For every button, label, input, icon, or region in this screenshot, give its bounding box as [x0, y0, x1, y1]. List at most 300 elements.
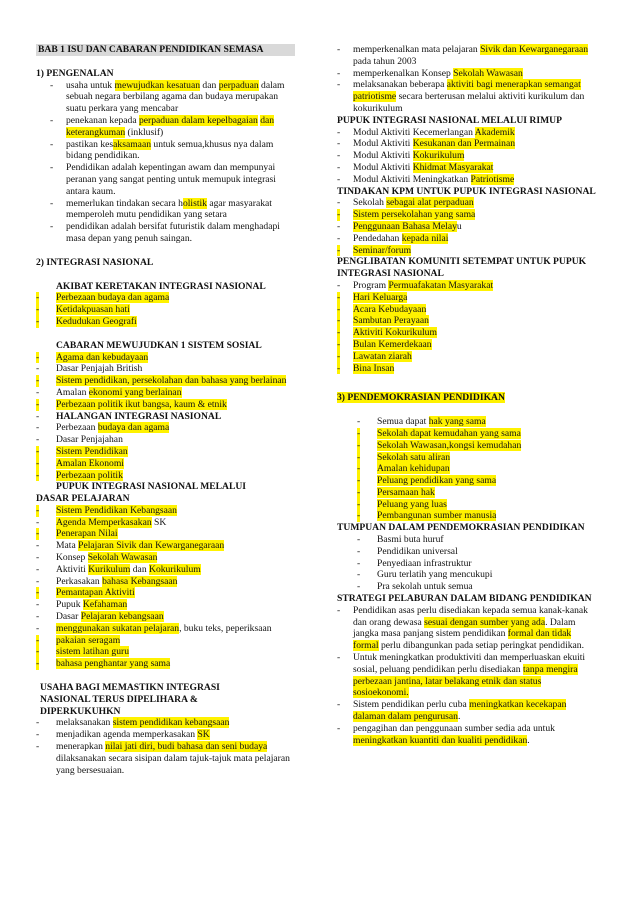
list-item — [337, 68, 599, 80]
list-item — [337, 652, 599, 699]
dash-bullet-icon: - — [337, 315, 341, 327]
dash-bullet-icon: - — [36, 729, 40, 741]
dash-bullet-icon: - — [337, 161, 341, 173]
list-item — [337, 581, 599, 593]
highlighted-text: ekonomi yang berlainan — [88, 386, 182, 398]
section-heading-text: AKIBAT KERETAKAN INTEGRASI NASIONAL — [56, 280, 266, 292]
dash-bullet-icon: - — [36, 457, 40, 469]
dash-bullet-icon: - — [357, 557, 361, 569]
dash-bullet-icon: - — [36, 587, 40, 599]
list-item — [36, 564, 296, 576]
highlighted-text: sistem latihan guru — [56, 646, 130, 658]
dash-bullet-icon: - — [357, 534, 361, 546]
highlighted-text: meningkatkan kecekapan dalaman dalam pengurusan — [353, 699, 567, 723]
section-heading — [337, 522, 599, 534]
dash-bullet-icon: - — [337, 291, 341, 303]
section-heading — [36, 68, 296, 80]
list-item — [337, 428, 599, 440]
item-text: Penyediaan infrastruktur — [377, 557, 472, 569]
section-heading — [337, 256, 599, 280]
item-text: Sistem pendidikan perlu cuba — [353, 699, 470, 711]
dash-bullet-icon: - — [36, 622, 40, 634]
highlighted-text: aktiviti bagi menerapkan semangat patriotisme — [353, 79, 581, 103]
list-item — [36, 458, 296, 470]
list-item — [36, 540, 296, 552]
list-item — [36, 422, 296, 434]
dash-bullet-icon: - — [36, 315, 40, 327]
list-item — [337, 327, 599, 339]
list-item — [36, 552, 296, 564]
left-column — [36, 44, 296, 776]
spacer — [36, 269, 296, 281]
item-text: dilaksanakan secara sisipan dalam tajuk-tajuk mata pelajaran yang bersesuaian. — [56, 752, 290, 776]
list-item — [36, 387, 296, 399]
highlighted-text: Kurikulum — [88, 563, 131, 575]
list-item — [337, 546, 599, 558]
item-text: untuk semua,khusus nya dalam bidang pendidikan. — [66, 138, 274, 162]
item-text: memerlukan tindakan secara h — [66, 197, 183, 209]
highlighted-text: Sivik dan Kewarganegaraan — [480, 44, 589, 55]
highlighted-text: Bina Insan — [353, 362, 395, 374]
highlighted-text: Akademik — [474, 126, 515, 138]
highlighted-text: Perbezaan politik ikut bangsa, kaum & etnik — [56, 398, 227, 410]
item-text: SK — [151, 516, 167, 528]
list-item — [337, 416, 599, 428]
dash-bullet-icon: - — [357, 510, 361, 522]
list-item — [337, 280, 599, 292]
list-item — [337, 292, 599, 304]
item-text: memperkenalkan mata pelajaran — [353, 44, 481, 55]
highlighted-text: Sambutan Perayaan — [353, 315, 429, 327]
item-text: Guru terlatih yang mencukupi — [377, 569, 493, 581]
dash-bullet-icon: - — [50, 138, 54, 150]
highlighted-text: menggunakan sukatan pelajaran — [56, 622, 180, 634]
item-text: Dasar Penjajahan — [56, 434, 123, 446]
section-heading — [36, 411, 296, 423]
dash-bullet-icon: - — [337, 209, 341, 221]
section-heading-text: PUPUK INTEGRASI NASIONAL MELALUI — [56, 481, 247, 493]
item-text: Dasar — [56, 611, 81, 623]
list-item — [337, 339, 599, 351]
dash-bullet-icon: - — [357, 581, 361, 593]
item-text: . — [527, 734, 530, 746]
list-item — [36, 139, 296, 163]
list-item — [36, 434, 296, 446]
item-text: dan — [130, 563, 150, 575]
dash-bullet-icon: - — [36, 351, 40, 363]
highlighted-text: kepada nilai — [401, 232, 449, 244]
dash-bullet-icon: - — [337, 350, 341, 362]
item-text: Perbezaan — [56, 422, 98, 434]
highlighted-text: nilai jati diri, budi bahasa dan seni budaya — [105, 741, 268, 753]
list-item — [337, 150, 599, 162]
section-heading-text: NASIONAL TERUS DIPELIHARA & — [40, 693, 198, 705]
list-item — [337, 605, 599, 652]
list-item — [337, 699, 599, 723]
highlighted-text: dan keterangkuman — [66, 114, 275, 138]
item-text: Pendidikan asas perlu disediakan kepada semua kanak-kanak dan orang dewasa — [353, 604, 588, 628]
highlighted-text: Lawatan ziarah — [353, 350, 412, 362]
highlighted-text: Ketidakpuasan hati — [56, 304, 130, 316]
list-item — [337, 127, 599, 139]
dash-bullet-icon: - — [36, 599, 40, 611]
dash-bullet-icon: - — [36, 422, 40, 434]
list-item — [36, 646, 296, 658]
dash-bullet-icon: - — [337, 338, 341, 350]
dash-bullet-icon: - — [357, 486, 361, 498]
section-heading-text: DASAR PELAJARAN — [36, 493, 130, 505]
item-text: secara berterusan melalui aktiviti kurikulum dan kokurikulum — [353, 91, 585, 114]
dash-bullet-icon: - — [337, 604, 341, 616]
item-text: Modul Aktiviti — [353, 150, 413, 162]
highlighted-text: Kesukanan dan Permainan — [412, 138, 516, 150]
highlighted-text: Peluang yang luas — [377, 498, 447, 510]
list-item — [337, 499, 599, 511]
item-text: Modul Aktiviti Kecemerlangan — [353, 126, 475, 138]
dash-bullet-icon: - — [36, 386, 40, 398]
dash-bullet-icon: - — [357, 463, 361, 475]
dash-bullet-icon: - — [357, 498, 361, 510]
section-heading — [337, 186, 599, 198]
section-heading-text: STRATEGI PELABURAN DALAM BIDANG PENDIDIKAN — [337, 593, 592, 605]
highlighted-text: Hari Keluarga — [353, 291, 408, 303]
dash-bullet-icon: - — [357, 475, 361, 487]
list-item — [36, 741, 296, 776]
dash-bullet-icon: - — [357, 439, 361, 451]
list-item — [337, 315, 599, 327]
list-item — [337, 452, 599, 464]
item-text: Semua dapat — [377, 416, 429, 428]
right-column — [337, 44, 599, 746]
dash-bullet-icon: - — [337, 279, 341, 291]
highlighted-text: Kedudukan Geografi — [56, 315, 137, 327]
list-item — [36, 304, 296, 316]
list-item — [337, 138, 599, 150]
highlighted-text: Peluang pendidikan yang sama — [377, 475, 497, 487]
spacer — [36, 56, 296, 68]
dash-bullet-icon: - — [357, 427, 361, 439]
dash-bullet-icon: - — [50, 162, 54, 174]
section-heading-text: TUMPUAN DALAM PENDEMOKRASIAN PENDIDIKAN — [337, 522, 585, 534]
item-text: Basmi buta huruf — [377, 534, 444, 546]
highlighted-text: Pelajaran Sivik dan Kewarganegaraan — [78, 540, 225, 552]
list-item — [36, 470, 296, 482]
highlighted-text: sistem pendidikan kebangsaan — [112, 717, 230, 729]
highlighted-text: Kokurikulum — [412, 150, 465, 162]
dash-bullet-icon: - — [36, 528, 40, 540]
dash-bullet-icon: - — [36, 292, 40, 304]
item-text: Amalan — [56, 386, 89, 398]
item-text: melaksanakan beberapa — [353, 79, 447, 91]
highlighted-text: Amalan kehidupan — [377, 463, 450, 475]
dash-bullet-icon: - — [36, 611, 40, 623]
dash-bullet-icon: - — [36, 717, 40, 729]
item-text: perlu dibangunkan pada setiap peringkat pendidikan. — [378, 640, 584, 652]
item-text: usaha untuk — [66, 79, 115, 91]
item-text: menjadikan agenda memperkasakan — [56, 729, 198, 741]
dash-bullet-icon: - — [36, 634, 40, 646]
list-item — [337, 475, 599, 487]
list-item — [337, 174, 599, 186]
highlighted-text: Penggunaan Bahasa Melay — [353, 220, 457, 232]
section-heading — [36, 493, 296, 505]
list-item — [36, 446, 296, 458]
section-heading-text: PUPUK INTEGRASI NASIONAL MELALUI RIMUP — [337, 114, 562, 126]
section-heading — [36, 281, 296, 293]
item-text: pada tahun 2003 — [353, 55, 417, 67]
dash-bullet-icon: - — [36, 398, 40, 410]
dash-bullet-icon: - — [357, 416, 361, 428]
highlighted-text: perpaduan dalam kepelbagaian — [138, 114, 258, 126]
highlighted-text: Pelajaran kebangsaan — [80, 611, 164, 623]
list-item — [36, 399, 296, 411]
highlighted-text: Sekolah Wawasan — [87, 552, 158, 564]
list-item — [36, 375, 296, 387]
spacer — [36, 245, 296, 257]
dash-bullet-icon: - — [36, 469, 40, 481]
dash-bullet-icon: - — [50, 79, 54, 91]
item-text: Sekolah — [353, 197, 387, 209]
highlighted-text: bahasa penghantar yang sama — [56, 658, 171, 670]
list-item — [337, 363, 599, 375]
list-item — [337, 723, 599, 747]
dash-bullet-icon: - — [337, 138, 341, 150]
list-item — [337, 534, 599, 546]
list-item — [36, 292, 296, 304]
dash-bullet-icon: - — [337, 126, 341, 138]
section-heading — [36, 682, 296, 694]
dash-bullet-icon: - — [337, 220, 341, 232]
section-heading — [36, 481, 296, 493]
spacer — [36, 328, 296, 340]
list-item — [337, 245, 599, 257]
dash-bullet-icon: - — [36, 445, 40, 457]
list-item — [337, 162, 599, 174]
highlighted-text: Bulan Kemerdekaan — [353, 338, 432, 350]
list-item — [337, 558, 599, 570]
highlighted-text: bahasa Kebangsaan — [102, 575, 178, 587]
dash-bullet-icon: - — [337, 173, 341, 185]
highlighted-text: pakaian seragam — [56, 634, 121, 646]
list-item — [36, 80, 296, 115]
highlighted-text: perpaduan — [218, 79, 259, 91]
spacer — [337, 404, 599, 416]
dash-bullet-icon: - — [337, 652, 341, 664]
highlighted-text: Khidmat Masyarakat — [412, 161, 494, 173]
list-item — [36, 505, 296, 517]
list-item — [36, 115, 296, 139]
highlighted-text: Sekolah dapat kemudahan yang sama — [377, 427, 521, 439]
highlighted-text: Sistem Pendidikan Kebangsaan — [56, 504, 177, 516]
list-item — [36, 198, 296, 222]
item-text: Modul Aktiviti Meningkatkan — [353, 173, 471, 185]
dash-bullet-icon: - — [50, 221, 54, 233]
section-heading — [36, 340, 296, 352]
item-text: Program — [353, 279, 389, 291]
spacer — [337, 374, 599, 386]
section-heading — [337, 593, 599, 605]
item-text: Pendedahan — [353, 232, 402, 244]
highlighted-text: Pembangunan sumber manusia — [377, 510, 497, 522]
list-item — [36, 352, 296, 364]
highlighted-text: sesuai dengan sumber yang ada — [424, 616, 546, 628]
dash-bullet-icon: - — [36, 375, 40, 387]
highlighted-text: Permuafakatan Masyarakat — [388, 279, 494, 291]
list-item — [337, 569, 599, 581]
item-text: Aktiviti — [56, 563, 89, 575]
item-text: Modul Aktiviti — [353, 138, 413, 150]
highlighted-text: olistik — [182, 197, 207, 209]
dash-bullet-icon: - — [36, 741, 40, 753]
section-heading-text: HALANGAN INTEGRASI NASIONAL — [56, 410, 222, 422]
item-text: Perkasakan — [56, 575, 103, 587]
highlighted-text: Sistem Pendidikan — [56, 445, 128, 457]
item-text: . Dalam jangka masa panjang sistem pendidikan — [353, 616, 576, 640]
list-item — [36, 623, 296, 635]
item-text: Pra sekolah untuk semua — [377, 581, 473, 593]
item-text: . — [457, 711, 461, 723]
item-text: dalam sebuah negara berbilang agama dan budaya merupakan suatu perkara yang mencabar — [66, 79, 285, 115]
item-text: pendidikan adalah bersifat futuristik dalam menghadapi masa depan yang penuh saingan. — [66, 221, 280, 244]
section-heading-text: USAHA BAGI MEMASTIKN INTEGRASI — [40, 682, 220, 694]
section-heading — [337, 392, 599, 404]
item-text: Pupuk — [56, 599, 83, 611]
section-heading-text: DIPERKUKUHKN — [40, 705, 121, 717]
dash-bullet-icon: - — [36, 552, 40, 564]
highlighted-text: Sekolah satu aliran — [377, 451, 450, 463]
list-item — [36, 599, 296, 611]
dash-bullet-icon: - — [337, 67, 341, 79]
list-item — [36, 162, 296, 197]
dash-bullet-icon: - — [36, 363, 40, 375]
list-item — [36, 635, 296, 647]
list-item — [36, 611, 296, 623]
section-heading-text: CABARAN MEWUJUDKAN 1 SISTEM SOSIAL — [56, 339, 262, 351]
section-heading — [337, 115, 599, 127]
list-item — [337, 463, 599, 475]
list-item — [36, 528, 296, 540]
highlighted-text: Pemantapan Aktiviti — [56, 587, 135, 599]
highlighted-text: mewujudkan kesatuan — [114, 79, 201, 91]
highlighted-text: Acara Kebudayaan — [353, 303, 427, 315]
item-text: Pendidikan universal — [377, 545, 458, 557]
highlighted-text: Sekolah Wawasan — [453, 67, 523, 79]
item-text: (inklusif) — [125, 126, 164, 138]
highlighted-text: Perbezaan budaya dan agama — [56, 292, 170, 304]
dash-bullet-icon: - — [36, 504, 40, 516]
highlighted-text: Kefahaman — [82, 599, 128, 611]
list-item — [36, 658, 296, 670]
dash-bullet-icon: - — [36, 658, 40, 670]
list-item — [337, 79, 599, 114]
dash-bullet-icon: - — [337, 44, 341, 55]
list-item — [337, 351, 599, 363]
list-item — [337, 510, 599, 522]
section-heading — [36, 706, 296, 718]
item-text: Konsep — [56, 552, 88, 564]
list-item — [337, 304, 599, 316]
item-text: Modul Aktiviti — [353, 161, 413, 173]
item-text: u — [456, 220, 462, 232]
dash-bullet-icon: - — [50, 114, 54, 126]
chapter-title: BAB 1 ISU DAN CABARAN PENDIDIKAN SEMASA — [36, 44, 295, 56]
highlighted-text: Kokurikulum — [149, 563, 201, 575]
item-text: pastikan kes — [66, 138, 114, 150]
dash-bullet-icon: - — [337, 79, 341, 91]
dash-bullet-icon: - — [36, 516, 40, 528]
highlighted-text: Sistem persekolahan yang sama — [353, 209, 476, 221]
highlighted-text: Penerapan Nilai — [56, 528, 118, 540]
item-text: agar masyarakat memperoleh mutu pendidikan yang setara — [66, 197, 272, 221]
item-text: pengagihan dan penggunaan sumber sedia ada untuk — [353, 722, 555, 734]
item-text: Pendidikan adalah kepentingan awam dan mempunyai peranan yang sangat penting untuk memupuk integrasi antara kaum. — [66, 162, 276, 197]
dash-bullet-icon: - — [357, 451, 361, 463]
highlighted-text: Perbezaan politik — [56, 469, 123, 481]
dash-bullet-icon: - — [36, 304, 40, 316]
highlighted-text: Sekolah Wawasan,kongsi kemudahan — [377, 439, 522, 451]
item-text: menerapkan — [56, 741, 106, 753]
dash-bullet-icon: - — [337, 699, 341, 711]
dash-bullet-icon: - — [337, 244, 341, 256]
list-item — [337, 487, 599, 499]
spacer — [36, 670, 296, 682]
list-item — [337, 440, 599, 452]
section-heading-text: 2) INTEGRASI NASIONAL — [36, 256, 154, 268]
dash-bullet-icon: - — [337, 303, 341, 315]
section-heading-text: 1) PENGENALAN — [36, 67, 114, 79]
dash-bullet-icon: - — [36, 410, 40, 422]
highlighted-text: Patriotisme — [470, 173, 515, 185]
list-item — [36, 517, 296, 529]
item-text: Mata — [56, 540, 79, 552]
highlighted-text: hak yang sama — [428, 416, 486, 428]
dash-bullet-icon: - — [337, 232, 341, 244]
item-text: Untuk meningkatkan produktiviti dan memperluaskan ekuiti sosial, peluang pendidikan perlu disediakan — [353, 652, 586, 675]
section-heading-text: PENGLIBATAN KOMUNITI SETEMPAT UNTUK PUPUK INTEGRASI NASIONAL — [337, 256, 587, 280]
dash-bullet-icon: - — [36, 563, 40, 575]
list-item — [36, 363, 296, 375]
dash-bullet-icon: - — [357, 545, 361, 557]
dash-bullet-icon: - — [357, 569, 361, 581]
highlighted-text: Agenda Memperkasakan — [56, 516, 152, 528]
list-item — [337, 44, 599, 68]
list-item — [337, 209, 599, 221]
highlighted-text: Aktiviti Kokurikulum — [353, 327, 437, 339]
dash-bullet-icon: - — [337, 197, 341, 209]
item-text: dan — [200, 79, 219, 91]
list-item — [337, 221, 599, 233]
dash-bullet-icon: - — [337, 722, 341, 734]
list-item — [36, 587, 296, 599]
dash-bullet-icon: - — [36, 646, 40, 658]
item-text: memperkenalkan Konsep — [353, 67, 454, 79]
dash-bullet-icon: - — [36, 434, 40, 446]
list-item — [36, 729, 296, 741]
dash-bullet-icon: - — [36, 540, 40, 552]
highlighted-text: Agama dan kebudayaan — [56, 351, 149, 363]
highlighted-text: Amalan Ekonomi — [56, 457, 124, 469]
highlighted-text: budaya dan agama — [97, 422, 170, 434]
list-item — [36, 221, 296, 245]
list-item — [337, 197, 599, 209]
section-heading-text: 3) PENDEMOKRASIAN PENDIDIKAN — [337, 392, 505, 404]
highlighted-text: Seminar/forum — [353, 244, 412, 256]
highlighted-text: aksamaan — [113, 138, 151, 150]
section-heading — [36, 694, 296, 706]
highlighted-text: meningkatkan kuantiti dan kualiti pendidikan — [353, 734, 528, 746]
list-item — [337, 233, 599, 245]
highlighted-text: sebagai alat perpaduan — [386, 197, 474, 209]
